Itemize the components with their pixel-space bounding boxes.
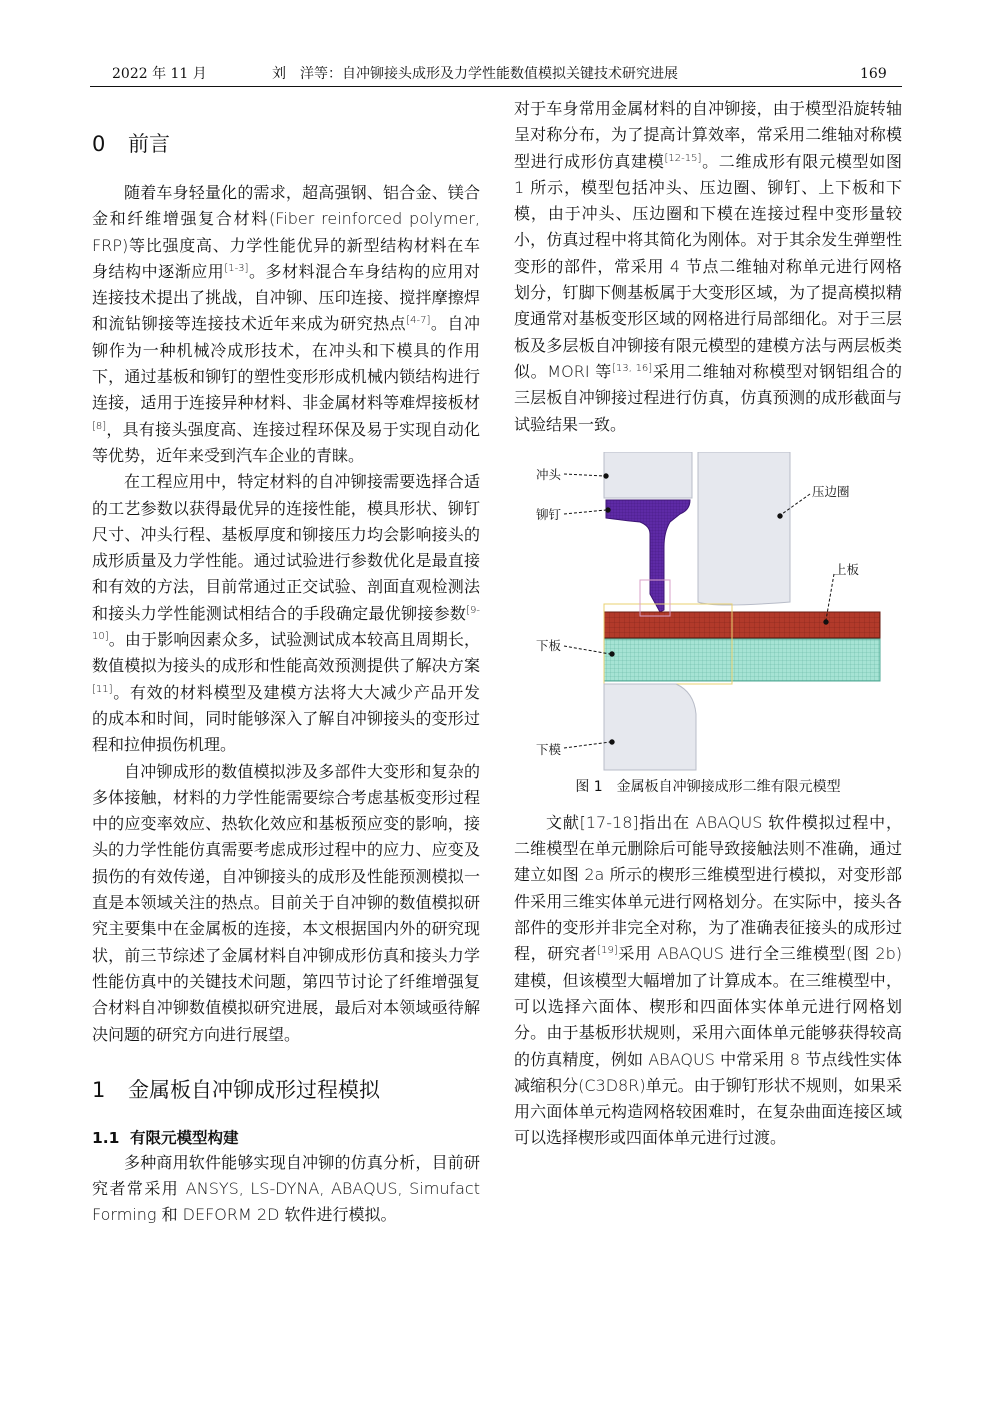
citation: [12-15] bbox=[664, 152, 702, 164]
header-rule bbox=[90, 86, 902, 87]
paragraph-software: 多种商用软件能够实现自冲铆的仿真分析，目前研究者常采用 ANSYS, LS-DYNA, ABAQUS, Simufact Forming 和 DEFORM 2D 软件进行模拟。 bbox=[92, 1152, 480, 1225]
label-lower-plate: 下板 bbox=[536, 637, 562, 653]
figure-1-caption bbox=[514, 776, 902, 796]
figure-1 bbox=[514, 452, 902, 772]
paragraph-intro-3: 自冲铆成形的数值模拟涉及多部件大变形和复杂的多体接触，材料的力学性能需要综合考虑基板变形过程中的应变率效应、热软化效应和基板预应变的影响，接头的力学性能仿真需要考虑成形过程中的应力、应变及损伤的有效传递，自冲铆接头的成形及性能预测模拟一直是本领域关注的热点。目前关于自冲铆的数值模拟研究主要集中在金属板的连接，本文根据国内外的研究现状，前三节综述了金属材料自冲铆成形仿真和接头力学性能仿真中的关键技术问题，第四节讨论了纤维增强复合材料自冲铆数值模拟研究进展，最后对本领域亟待解决问题的研究方向进行展望。 bbox=[92, 761, 480, 1044]
section-0-heading bbox=[92, 128, 480, 158]
left-column bbox=[92, 96, 480, 1229]
fe-model-diagram bbox=[514, 452, 902, 772]
header-date: 2022 年 11 月 bbox=[112, 66, 207, 82]
header-page-number: 169 bbox=[860, 66, 887, 82]
citation: [9-10] bbox=[92, 604, 480, 643]
subsection-title: 有限元模型构建 bbox=[130, 1128, 239, 1147]
right-column bbox=[514, 96, 902, 1152]
citation: [11] bbox=[92, 683, 113, 695]
paragraph-3d-model: 文献[17-18]指出在 ABAQUS 软件模拟过程中，二维模型在单元删除后可能导致接触法则不准确，通过建立如图 2a 所示的楔形三维模型进行模拟，对变形部件采用三维实体单元进行网格划分。在实际中，接头各部件的变形并非完全对称，为了准确表征接头的成形过程，研究者[19]采用 ABAQUS 进行全三维模型(图 2b)建模，但该模型大幅增加了计算成本。在三维模型中，可以选择六面体、楔形和四面体实体单元进行网格划分。由于基板形状规则，采用六面体单元能够获得较高的仿真精度，例如 ABAQUS 中常采用 8 节点线性实体减缩积分(C3D8R)单元。由于铆钉形状不规则，如果采用六面体单元构造网格较困难时，在复杂曲面连接区域可以选择楔形或四面体单元进行过渡。 bbox=[514, 812, 902, 1148]
subsection-1-1-heading bbox=[92, 1126, 480, 1148]
section-title: 金属板自冲铆成形过程模拟 bbox=[128, 1077, 380, 1102]
label-upper-plate: 上板 bbox=[834, 561, 860, 577]
citation: [13, 16] bbox=[611, 362, 653, 374]
paragraph-intro-2: 在工程应用中，特定材料的自冲铆接需要选择合适的工艺参数以获得最优异的连接性能，模具形状、铆钉尺寸、冲头行程、基板厚度和铆接压力均会影响接头的成形质量及力学性能。通过试验进行参数优化是最直接和有效的方法，目前常通过正交试验、剖面直观检测法和接头力学性能测试相结合的手段确定最优铆接参数[9-10]。由于影响因素众多，试验测试成本较高且周期长，数值模拟为接头的成形和性能高效预测提供了解决方案[11]。有效的材料模型及建模方法将大大减少产品开发的成本和时间，同时能够深入了解自冲铆接头的变形过程和拉伸损伤机理。 bbox=[92, 472, 480, 755]
section-number: 0 bbox=[92, 132, 106, 156]
punch-shape bbox=[604, 452, 692, 498]
paragraph-2d-model: 对于车身常用金属材料的自冲铆接，由于模型沿旋转轴呈对称分布，为了提高计算效率，常采用二维轴对称模型进行成形仿真建模[12-15]。二维成形有限元模型如图 1 所示，模型包括冲头、压边圈、铆钉、上下板和下模，由于冲头、压边圈和下模在连接过程中变形量较小，仿真过程中将其简化为刚体。对于其余发生弹塑性变形的部件，常采用 4 节点二维轴对称单元进行网格划分，钉脚下侧基板属于大变形区域，为了提高模拟精度通常对基板变形区域的网格进行局部细化。对于三层板及多层板自冲铆接有限元模型的建模方法与两层板类似。MORI 等[13, 16]采用二维轴对称模型对钢铝组合的三层板自冲铆接过程进行仿真，仿真预测的成形截面与试验结果一致。 bbox=[514, 99, 902, 434]
section-title: 前言 bbox=[128, 132, 170, 156]
die-shape bbox=[604, 684, 696, 770]
label-punch: 冲头 bbox=[536, 466, 562, 482]
lower-plate-shape bbox=[604, 639, 880, 681]
label-blank-holder: 压边圈 bbox=[812, 483, 850, 499]
label-die: 下模 bbox=[536, 741, 562, 757]
blank-holder-shape bbox=[698, 452, 790, 605]
rivet-shape bbox=[606, 500, 690, 612]
header-title: 刘 洋等：自冲铆接头成形及力学性能数值模拟关键技术研究进展 bbox=[272, 66, 678, 82]
paragraph-intro-1: 随着车身轻量化的需求，超高强钢、铝合金、镁合金和纤维增强复合材料(Fiber reinforced polymer, FRP)等比强度高、力学性能优异的新型结构材料在车身结构中逐渐应用[1-3]。多材料混合车身结构的应用对连接技术提出了挑战，自冲铆、压印连接、搅拌摩擦焊和流钻铆接等连接技术近年来成为研究热点[4-7]。自冲铆作为一种机械冷成形技术，在冲头和下模具的作用下，通过基板和铆钉的塑性变形形成机械内锁结构进行连接，适用于连接异种材料、非金属材料等难焊接板材[8]，具有接头强度高、连接过程环保及易于实现自动化等优势，近年来受到汽车企业的青睐。 bbox=[92, 183, 480, 465]
citation: [4-7] bbox=[406, 315, 431, 327]
citation: [19] bbox=[597, 945, 618, 957]
label-rivet: 铆钉 bbox=[536, 506, 562, 522]
subsection-number: 1.1 bbox=[92, 1128, 120, 1147]
citation: [1-3] bbox=[224, 262, 249, 274]
caption-text: 金属板自冲铆接成形二维有限元模型 bbox=[616, 778, 841, 795]
section-1-heading bbox=[92, 1074, 480, 1104]
citation: [8] bbox=[92, 420, 107, 432]
caption-number: 图 1 bbox=[575, 778, 603, 795]
section-number: 1 bbox=[92, 1077, 106, 1102]
